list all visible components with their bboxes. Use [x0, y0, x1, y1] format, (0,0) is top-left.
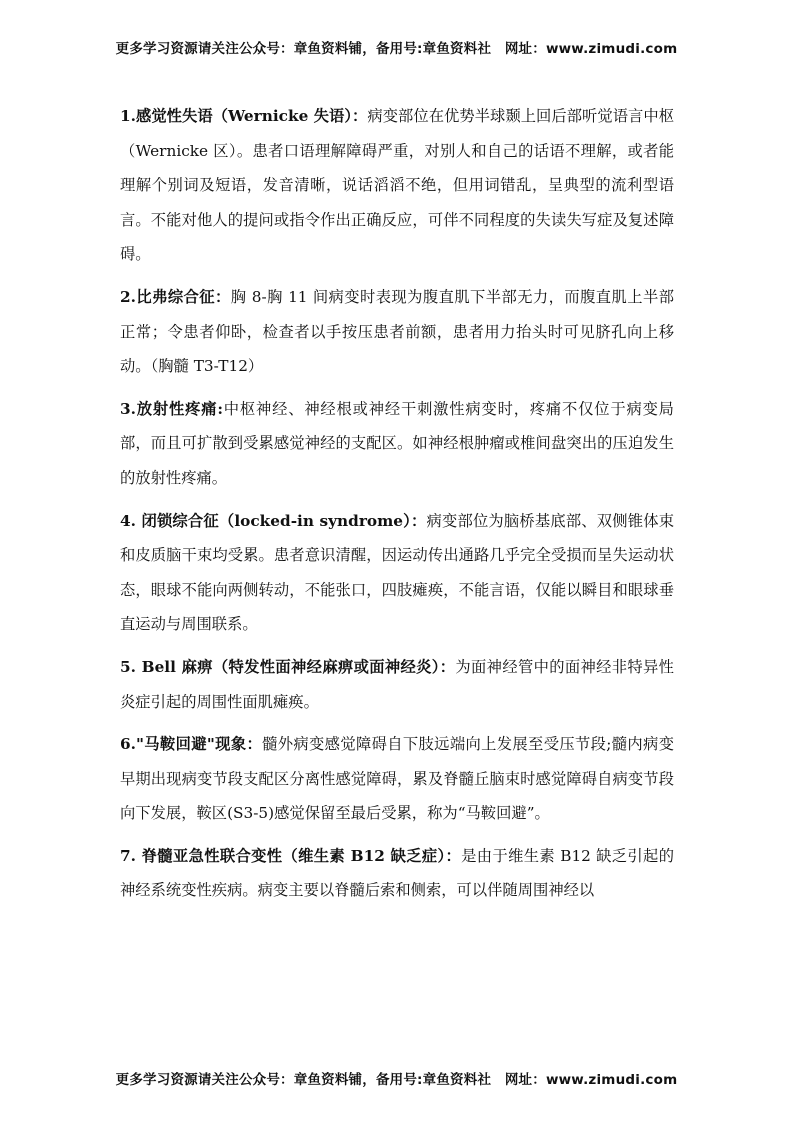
term-heading: 3.放射性疼痛:	[120, 399, 223, 418]
term-heading: 6."马鞍回避"现象：	[120, 735, 263, 754]
term-definition: 为面神经管中的面神经非特异性炎症引起的周围性面肌瘫痪。	[120, 657, 674, 711]
definition-paragraph-2	[120, 280, 674, 384]
term-heading: 2.比弗综合征：	[120, 287, 231, 306]
definition-paragraph-7	[120, 839, 674, 908]
term-heading: 4. 闭锁综合征（locked-in syndrome）：	[120, 511, 427, 530]
definition-paragraph-3	[120, 392, 674, 496]
term-heading: 7. 脊髓亚急性联合变性（维生素 B12 缺乏症）：	[120, 846, 462, 865]
term-definition: 病变部位在优势半球颞上回后部听觉语言中枢（Wernicke 区）。患者口语理解障碍严重，对别人和自己的话语不理解，或者能理解个别词及短语，发音清晰，说话滔滔不绝，但用词错乱，呈典型的流利型语言。不能对他人的提问或指令作出正确反应，可伴不同程度的失读失写症及复述障碍。	[120, 107, 674, 264]
term-definition: 病变部位为脑桥基底部、双侧锥体束和皮质脑干束均受累。患者意识清醒，因运动传出通路几乎完全受损而呈失运动状态，眼球不能向两侧转动，不能张口，四肢瘫痪，不能言语，仅能以瞬目和眼球垂直运动与周围联系。	[120, 511, 674, 634]
term-definition: 是由于维生素 B12 缺乏引起的神经系统变性疾病。病变主要以脊髓后索和侧索，可以伴随周围神经以	[120, 846, 674, 900]
definition-paragraph-4	[120, 504, 674, 642]
term-heading: 5. Bell 麻痹（特发性面神经麻痹或面神经炎）：	[120, 657, 456, 676]
document-body	[120, 99, 674, 916]
term-heading: 1.感觉性失语（Wernicke 失语）：	[120, 107, 368, 125]
definition-paragraph-1	[120, 99, 674, 272]
term-definition: 髓外病变感觉障碍自下肢远端向上发展至受压节段;髓内病变早期出现病变节段支配区分离性感觉障碍，累及脊髓丘脑束时感觉障碍自病变节段向下发展，鞍区(S3-5)感觉保留至最后受累，称为“马鞍回避”。	[120, 735, 674, 823]
page-header: 更多学习资源请关注公众号：章鱼资料铺，备用号:章鱼资料社 网址：www.zimudi.com	[115, 41, 678, 57]
term-definition: 中枢神经、神经根或神经干刺激性病变时，疼痛不仅位于病变局部，而且可扩散到受累感觉神经的支配区。如神经根肿瘤或椎间盘突出的压迫发生的放射性疼痛。	[120, 399, 674, 487]
page-footer: 更多学习资源请关注公众号：章鱼资料铺，备用号:章鱼资料社 网址：www.zimudi.com	[115, 1072, 678, 1088]
definition-paragraph-6	[120, 727, 674, 831]
definition-paragraph-5	[120, 650, 674, 719]
term-definition: 胸 8-胸 11 间病变时表现为腹直肌下半部无力，而腹直肌上半部正常；令患者仰卧，检查者以手按压患者前额，患者用力抬头时可见脐孔向上移动。（胸髓 T3-T12）	[120, 287, 674, 376]
